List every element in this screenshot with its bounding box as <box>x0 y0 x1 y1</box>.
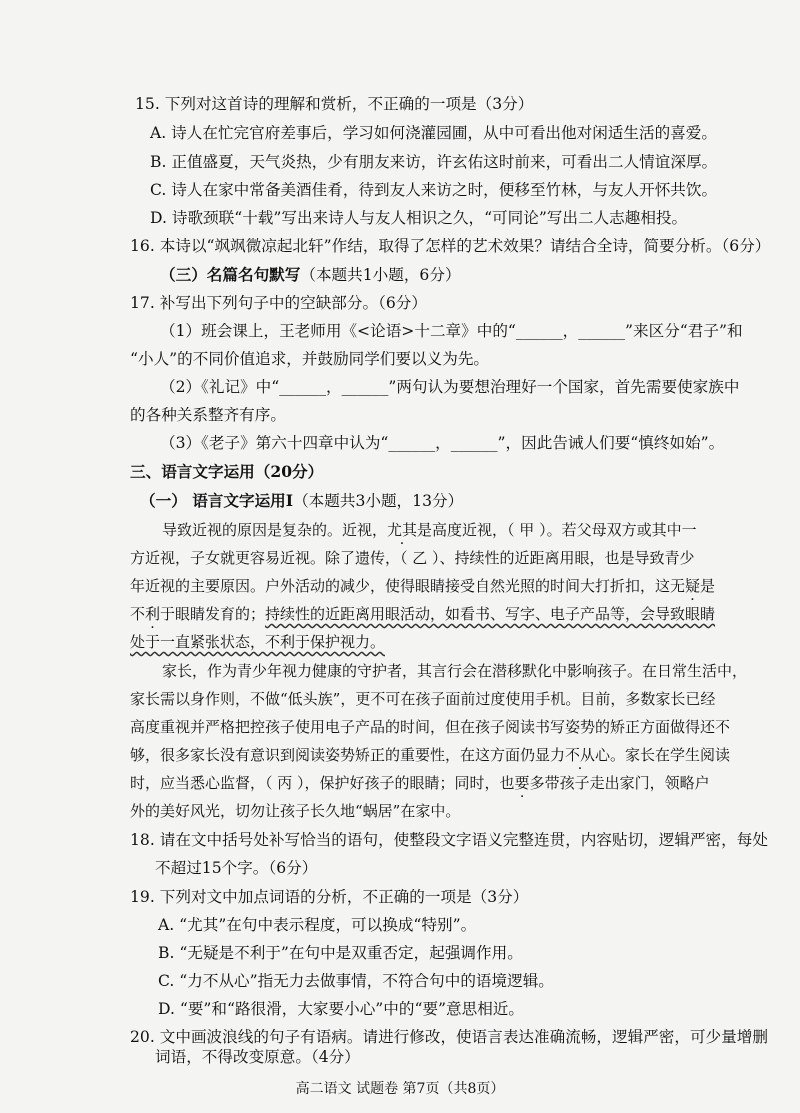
passage-p2-line4 <box>130 744 730 766</box>
passage-text: 多带孩子走出家门，领略户 <box>529 774 710 792</box>
sub1-heading <box>140 490 463 512</box>
section3-heading-title: （三）名篇名句默写 <box>160 265 301 284</box>
q17-stem: 17. 补写出下列句子中的空缺部分。（6分） <box>130 294 427 312</box>
passage-p2-line1: 家长，作为青少年视力健康的守护者，其言行会在潜移默化中影响孩子。在日常生活中， <box>162 662 748 680</box>
passage-p1-line2: 方近视，子女就更容易近视。除了遗传，（ 乙 ）、持续性的近距离用眼，也是导致青少 <box>130 549 695 567</box>
passage-p2-line2: 家长需以身作则，不做“低头族”，更不可在孩子面前过度使用手机。目前，多数家长已经 <box>130 690 716 708</box>
passage-text: 。家长在学生阅读 <box>610 746 731 764</box>
passage-text: 导致近视的原因是复杂的。近视， <box>162 521 388 539</box>
q17-item2-line2: 的各种关系整齐有序。 <box>130 406 286 424</box>
passage-p2-line5 <box>130 772 710 794</box>
q15-stem: 15. 下列对这首诗的理解和赏析，不正确的一项是（3分） <box>135 95 534 113</box>
q15-option-c: C. 诗人在家中常备美酒佳肴，待到友人来访之时，便移至竹林，与友人开怀共饮。 <box>150 181 718 199</box>
sub1-heading-note: （本题共3小题，13分） <box>293 492 464 510</box>
q18-line2: 不超过15个字。（6分） <box>155 859 318 877</box>
sub1-heading-title: （一） 语言文字运用Ⅰ <box>140 491 294 510</box>
q17-item2-line1: （2）《礼记》中“______，______”两句认为要想治理好一个国家，首先需要使家族中 <box>160 378 740 396</box>
passage-p1-line5 <box>130 631 385 653</box>
section3-heading <box>160 264 461 286</box>
q19-option-b: B. “无疑是不利于”在句中是双重否定，起强调作用。 <box>158 944 523 962</box>
passage-text: 眼睛发育的； <box>175 605 266 623</box>
dotted-word-wuyishi: 无疑是 <box>670 577 716 595</box>
q17-item1-line1: （1）班会课上，王老师用《<论语>十二章》中的“______，______”来区分“君子”和 <box>160 322 743 340</box>
passage-text: 时，应当悉心监督，（ 丙 ），保护好孩子的眼睛；同时，也 <box>130 774 515 792</box>
passage-p1-line4 <box>130 603 715 625</box>
passage-p1-line1 <box>162 519 697 541</box>
q17-item3-line1: （3）《老子》第六十四章中认为“______，______”，因此告诫人们要“慎终如始”。 <box>160 434 725 452</box>
passage-p1-line3 <box>130 575 715 597</box>
q15-option-a: A. 诗人在忙完官府差事后，学习如何浇灌园圃，从中可看出他对闲适生活的喜爱。 <box>150 124 717 142</box>
q20-line2: 词语，不得改变原意。（4分） <box>155 1048 360 1066</box>
wavy-underlined-sentence-end: 处于一直紧张状态，不利于保护视力。 <box>130 633 386 651</box>
wavy-underlined-sentence: 持续性的近距离用眼活动，如看书、写字、电子产品等，会导致眼睛 <box>265 605 716 623</box>
q19-option-d: D. “要”和“路很滑，大家要小心”中的“要”意思相近。 <box>158 1000 524 1018</box>
dotted-word-buliyu: 不利于 <box>130 605 176 623</box>
q16-stem: 16. 本诗以“飒飒微凉起北轩”作结，取得了怎样的艺术效果？请结合全诗，简要分析。（6分） <box>130 237 771 255</box>
dotted-word-libucongxin: 力不从心 <box>550 746 611 764</box>
q20-line1: 20. 文中画波浪线的句子有语病。请进行修改，使语言表达准确流畅，逻辑严密，可少量增删 <box>130 1028 768 1046</box>
part3-heading: 三、语言文字运用（20分） <box>130 462 324 481</box>
q19-option-a: A. “尤其”在句中表示程度，可以换成“特别”。 <box>158 916 477 934</box>
passage-p2-line6: 外的美好风光，切勿让孩子长久地“蜗居”在家中。 <box>130 802 461 820</box>
dotted-word-youqi: 尤其 <box>387 521 418 539</box>
q19-stem: 19. 下列对文中加点词语的分析，不正确的一项是（3分） <box>130 888 529 906</box>
q19-option-c: C. “力不从心”指无力去做事情，不符合句中的语境逻辑。 <box>158 972 554 990</box>
page-footer: 高二语文 试题卷 第7页（共8页） <box>295 1081 505 1097</box>
section3-heading-note: （本题共1小题，6分） <box>300 266 461 284</box>
q18-line1: 18. 请在文中括号处补写恰当的语句，使整段文字语义完整连贯，内容贴切，逻辑严密，每处 <box>130 831 768 849</box>
passage-p2-line3: 高度重视并严格把控孩子使用电子产品的时间，但在孩子阅读书写姿势的矫正方面做得还不 <box>130 718 731 736</box>
q15-option-d: D. 诗歌颈联“十载”写出来诗人与友人相识之久，“可同论”写出二人志趣相投。 <box>150 209 688 227</box>
passage-text: 够，很多家长没有意识到阅读姿势矫正的重要性，在这方面仍显 <box>130 746 551 764</box>
passage-text: 年近视的主要原因。户外活动的减少，使得眼睛接受自然光照的时间大打折扣，这 <box>130 577 671 595</box>
dotted-word-yao: 要 <box>514 774 530 792</box>
q17-item1-line2: “小人”的不同价值追求，并鼓励同学们要以义为先。 <box>130 350 490 368</box>
q15-option-b: B. 正值盛夏，天气炎热，少有朋友来访，许玄佑这时前来，可看出二人情谊深厚。 <box>150 153 718 171</box>
passage-text: 是高度近视，（ 甲 ）。若父母双方或其中一 <box>417 521 697 539</box>
